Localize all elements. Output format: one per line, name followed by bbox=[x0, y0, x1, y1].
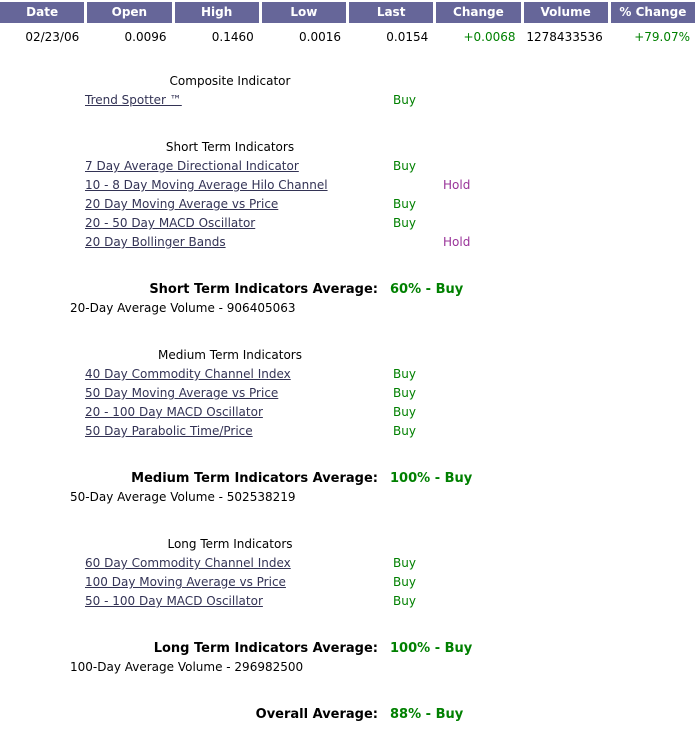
indicator-row bbox=[70, 365, 695, 384]
indicator-link-20-50-macd[interactable]: 20 - 50 Day MACD Oscillator bbox=[85, 216, 256, 230]
quote-low: 0.0016 bbox=[299, 30, 341, 44]
indicator-row bbox=[70, 422, 695, 441]
signal-buy-cell: Buy bbox=[393, 159, 416, 173]
signal-buy-cell: Buy bbox=[393, 386, 416, 400]
indicator-link-100day-ma-vs-price[interactable]: 100 Day Moving Average vs Price bbox=[85, 575, 286, 589]
quote-high: 0.1460 bbox=[211, 30, 254, 44]
long-term-heading: Long Term Indicators bbox=[167, 537, 293, 551]
indicator-link-trend-spotter[interactable]: Trend Spotter ™ bbox=[85, 93, 182, 107]
indicators-panel bbox=[70, 72, 695, 724]
quote-header-low: Low bbox=[262, 2, 346, 23]
quote-header-open: Open bbox=[87, 2, 171, 23]
quote-header-last: Last bbox=[349, 2, 433, 23]
quote-row bbox=[0, 30, 695, 44]
short-term-average-row bbox=[70, 280, 695, 299]
quote-header-pct-change: % Change bbox=[611, 2, 695, 23]
medium-term-volume-note: 50-Day Average Volume - 502538219 bbox=[70, 490, 296, 504]
signal-buy-cell: Buy bbox=[393, 93, 416, 107]
indicator-row bbox=[70, 157, 695, 176]
indicator-link-40day-cci[interactable]: 40 Day Commodity Channel Index bbox=[85, 367, 291, 381]
signal-buy-cell: Buy bbox=[393, 424, 416, 438]
long-term-volume-note: 100-Day Average Volume - 296982500 bbox=[70, 660, 304, 674]
indicator-row bbox=[70, 233, 695, 252]
long-term-average-label: Long Term Indicators Average: bbox=[153, 641, 378, 656]
signal-buy-cell: Buy bbox=[393, 197, 416, 211]
quote-table bbox=[0, 2, 695, 44]
overall-average-value: 88% - Buy bbox=[390, 707, 464, 722]
composite-indicator-heading: Composite Indicator bbox=[169, 74, 291, 88]
indicator-row bbox=[70, 592, 695, 611]
medium-term-average-row bbox=[70, 469, 695, 488]
signal-buy-cell: Buy bbox=[393, 405, 416, 419]
short-term-average-value: 60% - Buy bbox=[390, 282, 464, 297]
indicator-link-20day-ma-vs-price[interactable]: 20 Day Moving Average vs Price bbox=[85, 197, 279, 211]
long-term-average-row bbox=[70, 639, 695, 658]
overall-average-label: Overall Average: bbox=[255, 707, 378, 722]
indicator-row bbox=[70, 91, 695, 110]
signal-buy-cell: Buy bbox=[393, 367, 416, 381]
indicator-link-10-8-hilo[interactable]: 10 - 8 Day Moving Average Hilo Channel bbox=[85, 178, 328, 192]
indicator-link-50day-ma-vs-price[interactable]: 50 Day Moving Average vs Price bbox=[85, 386, 279, 400]
signal-buy-cell: Buy bbox=[393, 216, 416, 230]
indicator-link-20-100-macd[interactable]: 20 - 100 Day MACD Oscillator bbox=[85, 405, 263, 419]
short-term-volume-note: 20-Day Average Volume - 906405063 bbox=[70, 301, 296, 315]
medium-term-heading: Medium Term Indicators bbox=[158, 348, 302, 362]
quote-date: 02/23/06 bbox=[25, 30, 80, 44]
long-term-average-value: 100% - Buy bbox=[390, 641, 473, 656]
indicator-link-20day-bollinger[interactable]: 20 Day Bollinger Bands bbox=[85, 235, 226, 249]
quote-pct-change: +79.07% bbox=[634, 30, 690, 44]
indicator-row bbox=[70, 403, 695, 422]
indicator-link-50day-parabolic[interactable]: 50 Day Parabolic Time/Price bbox=[85, 424, 253, 438]
quote-header-change: Change bbox=[436, 2, 520, 23]
signal-hold-cell: Hold bbox=[443, 178, 471, 192]
quote-header-volume: Volume bbox=[524, 2, 608, 23]
quote-open: 0.0096 bbox=[124, 30, 167, 44]
quote-volume: 1278433536 bbox=[526, 30, 603, 44]
medium-term-average-label: Medium Term Indicators Average: bbox=[131, 471, 378, 486]
quote-header-date: Date bbox=[0, 2, 84, 23]
indicator-row bbox=[70, 214, 695, 233]
short-term-heading: Short Term Indicators bbox=[165, 140, 295, 154]
indicator-row bbox=[70, 176, 695, 195]
indicator-row bbox=[70, 384, 695, 403]
overall-average-row bbox=[70, 705, 695, 724]
indicator-link-60day-cci[interactable]: 60 Day Commodity Channel Index bbox=[85, 556, 291, 570]
indicator-row bbox=[70, 195, 695, 214]
signal-buy-cell: Buy bbox=[393, 594, 416, 608]
signal-buy-cell: Buy bbox=[393, 575, 416, 589]
short-term-average-label: Short Term Indicators Average: bbox=[149, 282, 378, 297]
signal-hold-cell: Hold bbox=[443, 235, 471, 249]
indicator-link-7day-adi[interactable]: 7 Day Average Directional Indicator bbox=[85, 159, 299, 173]
quote-header-high: High bbox=[175, 2, 259, 23]
indicator-row bbox=[70, 573, 695, 592]
signal-buy-cell: Buy bbox=[393, 556, 416, 570]
medium-term-average-value: 100% - Buy bbox=[390, 471, 473, 486]
indicator-link-50-100-macd[interactable]: 50 - 100 Day MACD Oscillator bbox=[85, 594, 263, 608]
quote-change: +0.0068 bbox=[463, 30, 516, 44]
indicator-row bbox=[70, 554, 695, 573]
quote-table-header bbox=[0, 2, 695, 23]
quote-last: 0.0154 bbox=[386, 30, 429, 44]
